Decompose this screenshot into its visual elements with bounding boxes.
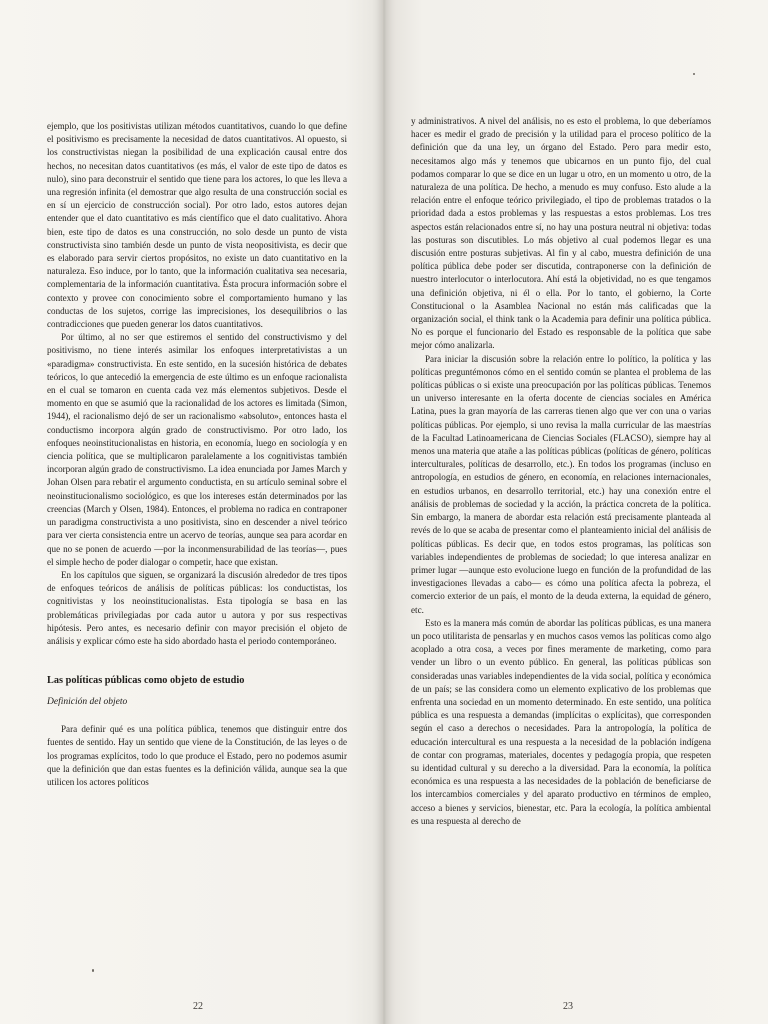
page-number-right: 23 xyxy=(563,1001,573,1012)
left-paragraph: En los capítulos que siguen, se organizará la discusión alrededor de tres tipos de enfoques teóricos de análisis de políticas públicas: los conductistas, los cognitivistas y los neoinstitucionalistas. Esta tipología se basa en las problemáticas privilegiadas por cada autor u autora y por sus respectivas hipótesis. Pero antes, es necesario definir con mayor precisión el objeto de análisis y explicar cómo este ha sido abordado hasta el periodo contemporáneo. xyxy=(47,569,347,646)
left-paragraph: Para definir qué es una política pública, tenemos que distinguir entre dos fuentes de sentido. Hay un sentido que viene de la Constitución, de las leyes o de los programas explícitos, todo lo que produce el Estado, pero no podemos asumir que la definición que dan estas fuentes es la definición válida, aunque sea la que utilicen los actores políticos xyxy=(47,724,347,787)
scan-speck xyxy=(92,969,94,972)
scan-speck xyxy=(693,73,695,75)
right-page-text xyxy=(411,115,711,828)
left-page-text xyxy=(47,120,347,789)
left-paragraph: ejemplo, que los positivistas utilizan métodos cuantitativos, cuando lo que define el positivismo es precisamente la necesidad de datos cuantitativos. Al opuesto, si los constructivistas niegan la posibilidad de una explicación causal entre dos hechos, no necesitan datos cuantitativos (es más, el valor de este tipo de datos es nulo), sino para deconstruir el sentido que tiene para los actores, lo que les lleva a una regresión infinita (el demostrar que algo resulta de una construcción social es en sí un ejercicio de construcción social). Por otro lado, estos autores dejan entender que el dato cuantitativo es más científico que el dato cualitativo. Ahora bien, este tipo de datos es una construcción, no solo desde un punto de vista constructivista sino también desde un punto de vista neopositivista, es decir que es elaborado para servir ciertos propósitos, no existe un dato cuantitativo en la naturaleza. Eso induce, por lo tanto, que la información cualitativa sea necesaria, complementaria de la información cuantitativa. Ésta procura información sobre el contexto y provee con conocimiento sobre el comportamiento humano y las conductas de los sujetos, corrige las imprecisiones, los desequilibrios o las contradicciones que pueden generar los datos cuantitativos. xyxy=(47,121,347,330)
right-page xyxy=(384,0,768,1024)
right-paragraph: Esto es la manera más común de abordar las políticas públicas, es una manera un poco utilitarista de pensarlas y en muchos casos vemos las políticas como algo acoplado a otra cosa, a veces por fines meramente de marketing, como para vender un libro o un evento público. En general, las políticas públicas son consideradas unas variables independientes de la vida social, política y económica de un país; se las considera como un elemento explicativo de los problemas que enfrenta una sociedad en un momento determinado. En este sentido, una política pública es una respuesta a demandas (implícitas o explícitas), que corresponden según el caso a derechos o necesidades. Para la antropología, la política de educación intercultural es una respuesta a la necesidad de la población indígena de contar con programas, materiales, docentes y pedagogía propia, que respeten su identidad cultural y su derecho a la diversidad. Para la economía, la política económica es una respuesta a las necesidades de la población de beneficiarse de los intercambios comerciales y del aparato productivo en términos de empleo, acceso a bienes y servicios, bienestar, etc. Para la ecología, la política ambiental es una respuesta al derecho de xyxy=(411,617,711,826)
left-paragraph: Por último, al no ser que estiremos el sentido del constructivismo y del positivismo, no tiene interés asimilar los enfoques interpretativistas a un «paradigma» constructivista. En este sentido, en la sucesión histórica de debates teóricos, lo que antecedió la emergencia de este último es un enfoque racionalista en el cual se tomaron en cuenta cada vez más elementos subjetivos. Desde el momento en que se asumió que la racionalidad de los actores es limitada (Simon, 1944), el racionalismo dejó de ser un racionalismo «absoluto», entonces hasta el conductismo incorpora algún grado de constructivismo. Por otro lado, los enfoques neoinstitucionalistas en historia, en economía, luego en sociología y en ciencia política, que se multiplicaron paralelamente a los cognitivistas también incorporan algún grado de constructivismo. La idea enunciada por James March y Johan Olsen para rebatir el argumento conductista, en su artículo seminal sobre el neoinstitucionalismo sociológico, es que los intereses están determinados por las creencias (March y Olsen, 1984). Entonces, el problema no radica en contraponer un paradigma constructivista a uno positivista, sino en descender a nivel teórico para ver cierta consistencia entre un acervo de teorías, aunque sea para acordar en que no se ponen de acuerdo —por la inconmensurabilidad de las teorías—, pues el simple hecho de poder dialogar o competir, hace que existan. xyxy=(47,332,347,567)
subsection-heading: Definición del objeto xyxy=(47,697,128,708)
page-number-left: 22 xyxy=(193,1001,203,1012)
right-paragraph: Para iniciar la discusión sobre la relación entre lo político, la política y las políticas preguntémonos cómo en el sentido común se plantea el problema de las políticas públicas o si existe una preocupación por las políticas públicas. Tenemos un universo interesante en la oferta docente de ciencias sociales en América Latina, pues la gran mayoría de las carreras tienen algo que ver con una o varias políticas públicas. Por ejemplo, si uno revisa la malla curricular de las maestrías de la Facultad Latinoamericana de Ciencias Sociales (FLACSO), siempre hay al menos una materia que atañe a las políticas públicas (políticas de género, políticas interculturales, políticas de desarrollo, etc.). En todos los programas (incluso en antropología, en estudios de género, en economía, en relaciones internacionales, en estudios urbanos, en desarrollo territorial, etc.) hay una conexión entre el análisis de problemas de sociedad y la acción, la práctica concreta de la política. Sin embargo, la manera de abordar esta relación está precisamente planteada al revés de lo que se acaba de presentar como el planteamiento inicial del análisis de políticas públicas. Es decir que, en todos estos programas, las políticas son variables independientes de problemas de sociedad; lo que interesa analizar en primer lugar —aunque esto evolucione luego en función de la profundidad de las investigaciones llevadas a cabo— es cómo una política afecta la pobreza, el comercio exterior de un país, el monto de la deuda externa, la equidad de género, etc. xyxy=(411,353,711,615)
section-heading: Las políticas públicas como objeto de estudio xyxy=(47,675,245,687)
right-paragraph: y administrativos. A nivel del análisis, no es esto el problema, lo que deberíamos hacer es medir el grado de precisión y la utilidad para el proceso político de la definición que da una ley, un órgano del Estado. Pero para medir esto, necesitamos algo más y tenemos que ubicarnos en un punto fijo, del cual podamos comparar lo que se dice en un lugar u otro, en un momento u otro, de la naturaleza de una política. De hecho, a menudo es muy confuso. Esto alude a la relación entre el enfoque teórico privilegiado, el tipo de problemas tratados o la prioridad dada a estos problemas y las respuestas a estos problemas. Los tres aspectos están relacionados entre sí, no hay una postura neutral ni objetiva: todas las posturas son discutibles. Lo más objetivo al cual podemos llegar es una discusión entre posturas subjetivas. Al fin y al cabo, muestra definición de una política pública debe poder ser discutida, contraponerse con la definición de nuestro interlocutor o interlocutora. Ahí está la objetividad, no es que tengamos una definición objetiva, ni él o ella. Por lo tanto, el gobierno, la Corte Constitucional o la Asamblea Nacional no están más calificadas que la organización social, el think tank o la Academia para definir una política pública. No es porque el funcionario del Estado es responsable de la política que sabe mejor cómo analizarla. xyxy=(411,116,711,351)
